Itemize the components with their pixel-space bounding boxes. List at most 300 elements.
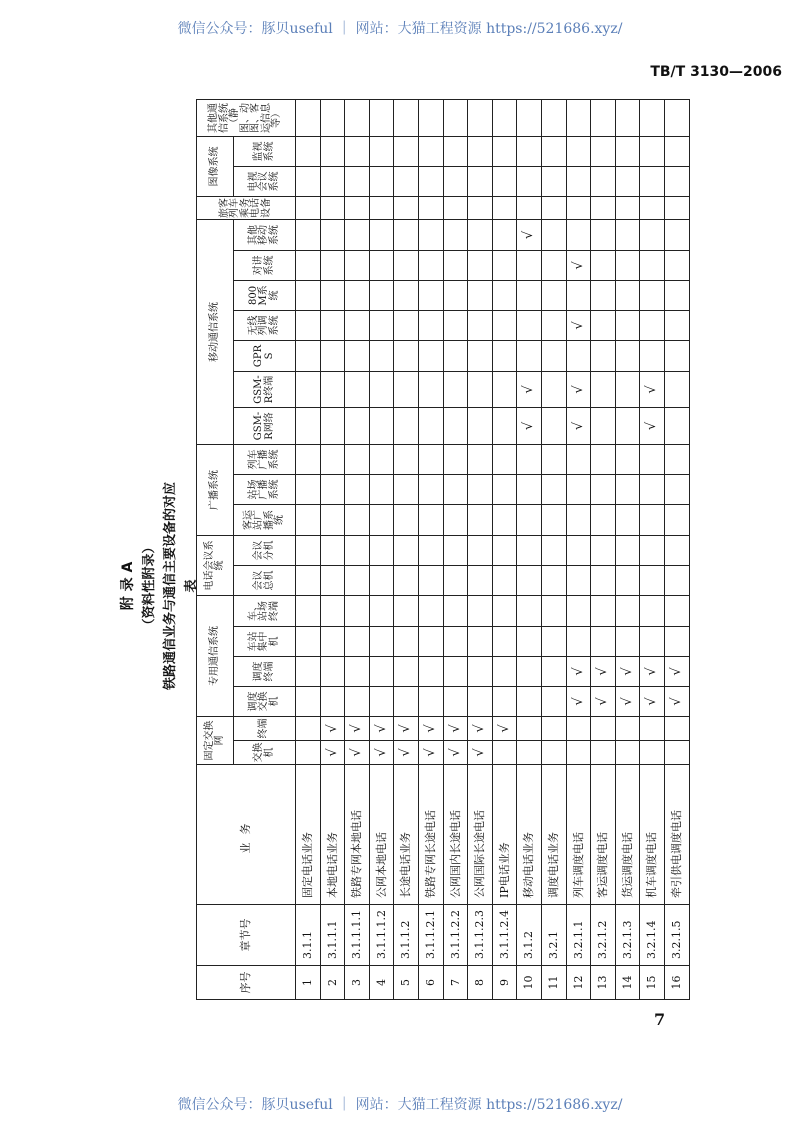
check-mark-cell: [345, 566, 370, 596]
check-mark-cell: [418, 99, 443, 136]
check-mark-cell: [566, 505, 591, 536]
check-mark-cell: [296, 340, 321, 371]
check-mark-cell: √: [418, 717, 443, 741]
check-mark-cell: [517, 310, 542, 340]
header-mobile-system: 移动通信系统: [197, 219, 234, 444]
table-row: [517, 99, 542, 999]
correspondence-table: [196, 99, 690, 1000]
check-mark-cell: [615, 371, 640, 407]
service-cell: 调度电话业务: [541, 765, 566, 905]
check-mark-cell: [296, 657, 321, 687]
check-mark-cell: [664, 627, 689, 657]
check-mark-cell: [664, 166, 689, 196]
check-mark-cell: [394, 280, 419, 310]
check-mark-cell: [615, 407, 640, 444]
check-mark-cell: [640, 280, 665, 310]
check-mark-cell: [566, 99, 591, 136]
check-mark-cell: [492, 136, 517, 166]
check-mark-cell: √: [369, 717, 394, 741]
check-mark-cell: √: [615, 657, 640, 687]
check-mark-cell: [541, 444, 566, 474]
service-cell: 公网本地电话: [369, 765, 394, 905]
header-col: 调度终端: [234, 657, 296, 687]
chapter-cell: 3.1.1.2: [394, 905, 419, 966]
seq-cell: 9: [492, 966, 517, 1000]
check-mark-cell: [664, 136, 689, 166]
header-col: 终端: [234, 717, 296, 741]
check-mark-cell: [492, 196, 517, 219]
check-mark-cell: [640, 741, 665, 765]
check-mark-cell: [492, 687, 517, 717]
check-mark-cell: [369, 340, 394, 371]
check-mark-cell: [664, 250, 689, 280]
check-mark-cell: [443, 99, 468, 136]
service-cell: 列车调度电话: [566, 765, 591, 905]
watermark-bottom: 微信公众号：豚贝useful ｜ 网站：大猫工程资源 https://521686.xyz/: [177, 1097, 623, 1113]
check-mark-cell: [418, 136, 443, 166]
check-mark-cell: [640, 475, 665, 505]
check-mark-cell: [418, 536, 443, 566]
check-mark-cell: [394, 250, 419, 280]
check-mark-cell: [640, 444, 665, 474]
check-mark-cell: [443, 340, 468, 371]
seq-cell: 12: [566, 966, 591, 1000]
check-mark-cell: [640, 566, 665, 596]
header-col: 无线列调系统: [234, 310, 296, 340]
check-mark-cell: [418, 166, 443, 196]
check-mark-cell: √: [345, 717, 370, 741]
header-col: 车、站场终端: [234, 596, 296, 627]
table-row: [492, 99, 517, 999]
check-mark-cell: [394, 166, 419, 196]
check-mark-cell: [541, 687, 566, 717]
check-mark-cell: [320, 627, 345, 657]
check-mark-cell: [492, 505, 517, 536]
check-mark-cell: [443, 219, 468, 250]
check-mark-cell: [615, 536, 640, 566]
check-mark-cell: [591, 99, 616, 136]
check-mark-cell: [369, 627, 394, 657]
check-mark-cell: [468, 444, 493, 474]
check-mark-cell: [369, 99, 394, 136]
check-mark-cell: [664, 310, 689, 340]
check-mark-cell: [517, 444, 542, 474]
check-mark-cell: [541, 280, 566, 310]
check-mark-cell: [443, 475, 468, 505]
check-mark-cell: [443, 444, 468, 474]
check-mark-cell: [664, 219, 689, 250]
seq-cell: 14: [615, 966, 640, 1000]
check-mark-cell: [418, 280, 443, 310]
check-mark-cell: [468, 310, 493, 340]
check-mark-cell: [345, 505, 370, 536]
check-mark-cell: [591, 444, 616, 474]
check-mark-cell: [664, 280, 689, 310]
seq-cell: 10: [517, 966, 542, 1000]
chapter-cell: 3.1.1.1: [320, 905, 345, 966]
check-mark-cell: [296, 687, 321, 717]
check-mark-cell: [468, 250, 493, 280]
check-mark-cell: [615, 505, 640, 536]
check-mark-cell: [591, 407, 616, 444]
check-mark-cell: [591, 166, 616, 196]
check-mark-cell: [369, 566, 394, 596]
header-col: 监视系统: [234, 136, 296, 166]
header-col: 800M系统: [234, 280, 296, 310]
check-mark-cell: √: [517, 219, 542, 250]
appendix-title: [118, 476, 202, 696]
check-mark-cell: [492, 280, 517, 310]
table-row: [615, 99, 640, 999]
check-mark-cell: [566, 627, 591, 657]
check-mark-cell: [443, 280, 468, 310]
check-mark-cell: [418, 505, 443, 536]
check-mark-cell: [664, 505, 689, 536]
check-mark-cell: [394, 371, 419, 407]
header-chapter: 章节号: [197, 905, 296, 966]
check-mark-cell: [394, 566, 419, 596]
check-mark-cell: [369, 280, 394, 310]
check-mark-cell: [468, 407, 493, 444]
check-mark-cell: √: [345, 741, 370, 765]
check-mark-cell: √: [640, 657, 665, 687]
check-mark-cell: [369, 371, 394, 407]
check-mark-cell: [615, 741, 640, 765]
check-mark-cell: [443, 136, 468, 166]
table-row: [566, 99, 591, 999]
check-mark-cell: [664, 717, 689, 741]
check-mark-cell: [418, 250, 443, 280]
check-mark-cell: [418, 219, 443, 250]
check-mark-cell: [541, 166, 566, 196]
check-mark-cell: √: [517, 371, 542, 407]
check-mark-cell: [492, 340, 517, 371]
check-mark-cell: [492, 407, 517, 444]
check-mark-cell: [591, 280, 616, 310]
check-mark-cell: [320, 505, 345, 536]
check-mark-cell: [394, 196, 419, 219]
check-mark-cell: [591, 536, 616, 566]
check-mark-cell: [345, 596, 370, 627]
seq-cell: 3: [345, 966, 370, 1000]
check-mark-cell: [492, 596, 517, 627]
service-cell: 公网国内长途电话: [443, 765, 468, 905]
appendix-type: （资料性附录）: [142, 540, 157, 632]
check-mark-cell: [541, 136, 566, 166]
check-mark-cell: [615, 280, 640, 310]
check-mark-cell: [443, 371, 468, 407]
check-mark-cell: [369, 310, 394, 340]
check-mark-cell: [320, 444, 345, 474]
check-mark-cell: [320, 687, 345, 717]
table-row: [418, 99, 443, 999]
check-mark-cell: [615, 444, 640, 474]
check-mark-cell: √: [566, 687, 591, 717]
check-mark-cell: [296, 371, 321, 407]
seq-cell: 8: [468, 966, 493, 1000]
table-row: [369, 99, 394, 999]
check-mark-cell: [296, 536, 321, 566]
check-mark-cell: √: [640, 407, 665, 444]
chapter-cell: 3.1.1.2.1: [418, 905, 443, 966]
check-mark-cell: [640, 717, 665, 741]
chapter-cell: 3.2.1.4: [640, 905, 665, 966]
check-mark-cell: [468, 536, 493, 566]
check-mark-cell: [664, 196, 689, 219]
check-mark-cell: [418, 596, 443, 627]
check-mark-cell: [320, 536, 345, 566]
check-mark-cell: [345, 340, 370, 371]
check-mark-cell: [591, 136, 616, 166]
header-conference-system: 电话会议系统: [197, 536, 234, 596]
check-mark-cell: [615, 250, 640, 280]
check-mark-cell: [591, 310, 616, 340]
appendix-label: 附 录 A: [120, 561, 136, 611]
check-mark-cell: [517, 627, 542, 657]
check-mark-cell: [394, 219, 419, 250]
check-mark-cell: [566, 596, 591, 627]
check-mark-cell: [418, 371, 443, 407]
check-mark-cell: [541, 407, 566, 444]
check-mark-cell: [640, 166, 665, 196]
check-mark-cell: [517, 687, 542, 717]
check-mark-cell: √: [394, 717, 419, 741]
check-mark-cell: [296, 475, 321, 505]
check-mark-cell: √: [640, 687, 665, 717]
check-mark-cell: [418, 657, 443, 687]
check-mark-cell: [320, 371, 345, 407]
header-col: 电视会议系统: [234, 166, 296, 196]
check-mark-cell: [468, 475, 493, 505]
service-cell: 长途电话业务: [394, 765, 419, 905]
seq-cell: 7: [443, 966, 468, 1000]
check-mark-cell: [566, 166, 591, 196]
header-col: 列车广播系统: [234, 444, 296, 474]
check-mark-cell: [345, 407, 370, 444]
check-mark-cell: [492, 536, 517, 566]
check-mark-cell: [640, 219, 665, 250]
check-mark-cell: [394, 475, 419, 505]
check-mark-cell: [345, 310, 370, 340]
check-mark-cell: [615, 310, 640, 340]
check-mark-cell: [615, 196, 640, 219]
check-mark-cell: [443, 407, 468, 444]
check-mark-cell: √: [591, 657, 616, 687]
page-number: 7: [654, 1010, 666, 1029]
check-mark-cell: [640, 99, 665, 136]
check-mark-cell: [640, 536, 665, 566]
check-mark-cell: [345, 536, 370, 566]
check-mark-cell: [418, 407, 443, 444]
check-mark-cell: [296, 444, 321, 474]
chapter-cell: 3.2.1.1: [566, 905, 591, 966]
header-broadcast-system: 广播系统: [197, 444, 234, 535]
check-mark-cell: √: [591, 687, 616, 717]
check-mark-cell: [394, 310, 419, 340]
check-mark-cell: [369, 505, 394, 536]
check-mark-cell: [394, 407, 419, 444]
check-mark-cell: [517, 340, 542, 371]
check-mark-cell: [320, 99, 345, 136]
check-mark-cell: [345, 444, 370, 474]
check-mark-cell: [541, 250, 566, 280]
check-mark-cell: [418, 196, 443, 219]
check-mark-cell: [345, 196, 370, 219]
check-mark-cell: [615, 166, 640, 196]
check-mark-cell: [517, 717, 542, 741]
check-mark-cell: [345, 250, 370, 280]
check-mark-cell: [640, 136, 665, 166]
check-mark-cell: [541, 657, 566, 687]
check-mark-cell: [345, 280, 370, 310]
check-mark-cell: [443, 505, 468, 536]
check-mark-cell: [369, 219, 394, 250]
check-mark-cell: [345, 219, 370, 250]
header-col: 客运站广播系统: [234, 505, 296, 536]
service-cell: 本地电话业务: [320, 765, 345, 905]
check-mark-cell: [517, 136, 542, 166]
check-mark-cell: [591, 627, 616, 657]
seq-cell: 1: [296, 966, 321, 1000]
header-service: 业务: [197, 765, 296, 905]
check-mark-cell: [566, 444, 591, 474]
table-row: [394, 99, 419, 999]
check-mark-cell: [541, 196, 566, 219]
check-mark-cell: [320, 250, 345, 280]
check-mark-cell: [640, 505, 665, 536]
check-mark-cell: [640, 340, 665, 371]
service-cell: 固定电话业务: [296, 765, 321, 905]
check-mark-cell: [418, 687, 443, 717]
chapter-cell: 3.2.1.3: [615, 905, 640, 966]
check-mark-cell: [640, 196, 665, 219]
service-cell: 移动电话业务: [517, 765, 542, 905]
check-mark-cell: [541, 340, 566, 371]
check-mark-cell: [591, 741, 616, 765]
header-col: 交换机: [234, 741, 296, 765]
check-mark-cell: [369, 687, 394, 717]
check-mark-cell: [640, 596, 665, 627]
header-col: 会议总机: [234, 566, 296, 596]
check-mark-cell: [369, 475, 394, 505]
check-mark-cell: [443, 687, 468, 717]
header-col: 车站集中机: [234, 627, 296, 657]
check-mark-cell: [640, 627, 665, 657]
check-mark-cell: [320, 196, 345, 219]
service-cell: IP电话业务: [492, 765, 517, 905]
check-mark-cell: [517, 250, 542, 280]
chapter-cell: 3.1.1: [296, 905, 321, 966]
check-mark-cell: [615, 566, 640, 596]
check-mark-cell: [320, 166, 345, 196]
check-mark-cell: [492, 444, 517, 474]
header-image-system: 图像系统: [197, 136, 234, 196]
check-mark-cell: [566, 196, 591, 219]
check-mark-cell: [664, 407, 689, 444]
check-mark-cell: [517, 536, 542, 566]
check-mark-cell: [443, 250, 468, 280]
check-mark-cell: [517, 99, 542, 136]
check-mark-cell: [296, 717, 321, 741]
check-mark-cell: [345, 475, 370, 505]
service-cell: 客运调度电话: [591, 765, 616, 905]
table-row: [541, 99, 566, 999]
check-mark-cell: √: [664, 657, 689, 687]
chapter-cell: 3.2.1.5: [664, 905, 689, 966]
check-mark-cell: [566, 340, 591, 371]
check-mark-cell: [517, 741, 542, 765]
check-mark-cell: [517, 505, 542, 536]
check-mark-cell: [517, 196, 542, 219]
table-row: [443, 99, 468, 999]
check-mark-cell: [664, 444, 689, 474]
check-mark-cell: √: [664, 687, 689, 717]
check-mark-cell: [394, 444, 419, 474]
chapter-cell: 3.1.2: [517, 905, 542, 966]
seq-cell: 11: [541, 966, 566, 1000]
header-col: GPRS: [234, 340, 296, 371]
check-mark-cell: [418, 310, 443, 340]
table-row: [320, 99, 345, 999]
check-mark-cell: √: [640, 371, 665, 407]
check-mark-cell: [591, 505, 616, 536]
check-mark-cell: [541, 310, 566, 340]
check-mark-cell: [296, 566, 321, 596]
check-mark-cell: [517, 596, 542, 627]
check-mark-cell: [443, 536, 468, 566]
check-mark-cell: √: [443, 717, 468, 741]
check-mark-cell: [369, 444, 394, 474]
header-col: 对讲系统: [234, 250, 296, 280]
check-mark-cell: [517, 280, 542, 310]
check-mark-cell: [591, 250, 616, 280]
check-mark-cell: [541, 596, 566, 627]
service-cell: 货运调度电话: [615, 765, 640, 905]
check-mark-cell: [320, 657, 345, 687]
chapter-cell: 3.2.1: [541, 905, 566, 966]
seq-cell: 5: [394, 966, 419, 1000]
check-mark-cell: [541, 566, 566, 596]
check-mark-cell: [418, 444, 443, 474]
table-body: [296, 99, 690, 999]
check-mark-cell: [320, 566, 345, 596]
check-mark-cell: √: [566, 371, 591, 407]
chapter-cell: 3.1.1.1.2: [369, 905, 394, 966]
header-col: 会议分机: [234, 536, 296, 566]
service-cell: 公网国际长途电话: [468, 765, 493, 905]
check-mark-cell: [345, 371, 370, 407]
check-mark-cell: [492, 475, 517, 505]
check-mark-cell: [443, 310, 468, 340]
check-mark-cell: [541, 627, 566, 657]
check-mark-cell: [492, 310, 517, 340]
check-mark-cell: [566, 741, 591, 765]
check-mark-cell: [468, 371, 493, 407]
check-mark-cell: [468, 136, 493, 166]
check-mark-cell: [615, 475, 640, 505]
watermark-top: 微信公众号：豚贝useful ｜ 网站：大猫工程资源 https://521686.xyz/: [177, 21, 623, 37]
check-mark-cell: [591, 196, 616, 219]
check-mark-cell: [418, 566, 443, 596]
check-mark-cell: [418, 475, 443, 505]
seq-cell: 2: [320, 966, 345, 1000]
check-mark-cell: [591, 371, 616, 407]
check-mark-cell: [320, 407, 345, 444]
check-mark-cell: [296, 741, 321, 765]
table-row: [468, 99, 493, 999]
check-mark-cell: [664, 536, 689, 566]
check-mark-cell: [345, 657, 370, 687]
